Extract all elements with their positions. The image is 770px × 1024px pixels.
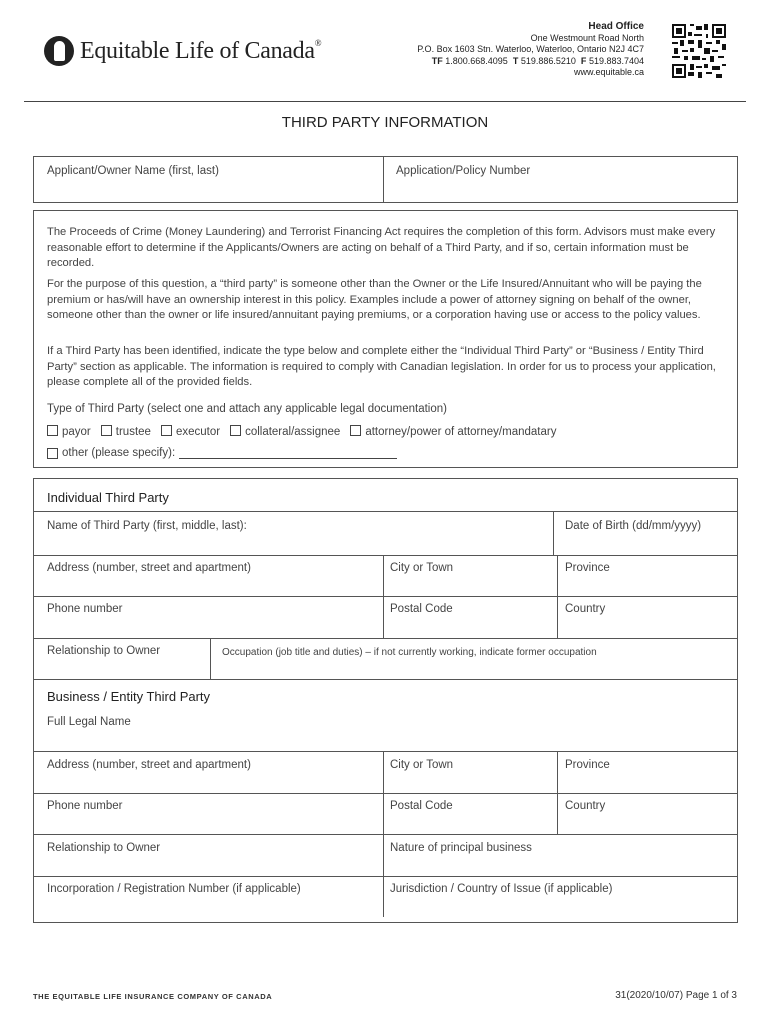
footer-company: THE EQUITABLE LIFE INSURANCE COMPANY OF CANADA	[33, 992, 273, 1001]
divider	[34, 834, 737, 835]
checkbox-icon[interactable]	[47, 448, 58, 459]
business-address-field[interactable]: Address (number, street and apartment)	[47, 759, 251, 771]
business-city-field[interactable]: City or Town	[390, 759, 454, 771]
individual-province-field[interactable]: Province	[565, 562, 610, 574]
business-nature-field[interactable]: Nature of principal business	[390, 842, 532, 854]
divider	[34, 793, 737, 794]
divider	[553, 511, 554, 555]
option-collateral-assignee[interactable]: collateral/assignee	[230, 425, 340, 438]
policy-number-field[interactable]: Application/Policy Number	[396, 165, 531, 177]
checkbox-icon[interactable]	[230, 425, 241, 436]
applicant-name-field[interactable]: Applicant/Owner Name (first, last)	[47, 165, 219, 177]
applicant-box	[33, 156, 738, 203]
third-party-type-options	[47, 425, 556, 438]
third-party-info-box	[33, 210, 738, 468]
divider	[210, 638, 211, 679]
individual-phone-field[interactable]: Phone number	[47, 603, 123, 615]
header-divider	[24, 101, 746, 102]
form-code: 31(2020/10/07)	[615, 990, 684, 1001]
option-attorney[interactable]: attorney/power of attorney/mandatary	[350, 425, 556, 438]
info-paragraph-1: The Proceeds of Crime (Money Laundering) and Terrorist Financing Act requires the completion of this form. Advisors must make every reasonable effort to determine if the Applicants/Owners are acting on behalf of a Third Party, and if so, certain information must be recorded.	[47, 226, 716, 269]
individual-dob-field[interactable]: Date of Birth (dd/mm/yyyy)	[565, 520, 702, 532]
office-heading: Head Office	[588, 21, 644, 32]
individual-postal-field[interactable]: Postal Code	[390, 603, 453, 615]
head-office-block	[417, 21, 644, 79]
divider	[34, 751, 737, 752]
office-address-2: P.O. Box 1603 Stn. Waterloo, Waterloo, Ontario N2J 4C7	[417, 44, 644, 54]
info-paragraph-2: For the purpose of this question, a “third party” is someone other than the Owner or the Life Insured/Annuitant who will be paying the premium or has/will have an ownership interest in this policy. Examples include a power of attorney signing on behalf of the owner, someone other than the owner or life insured/annuitant paying premiums, or a corporation having use or access to the policy values.	[47, 278, 702, 321]
checkbox-icon[interactable]	[47, 425, 58, 436]
option-other[interactable]: other (please specify):	[47, 447, 397, 459]
other-specify-input[interactable]	[179, 447, 397, 459]
footer-page-info	[615, 990, 737, 1001]
checkbox-icon[interactable]	[350, 425, 361, 436]
equitable-logo-icon	[44, 36, 74, 66]
option-executor[interactable]: executor	[161, 425, 220, 438]
checkbox-icon[interactable]	[161, 425, 172, 436]
business-legal-name-field[interactable]: Full Legal Name	[47, 716, 131, 728]
business-country-field[interactable]: Country	[565, 800, 606, 812]
individual-relationship-field[interactable]: Relationship to Owner	[47, 645, 161, 657]
checkbox-icon[interactable]	[101, 425, 112, 436]
company-logo	[44, 36, 321, 66]
individual-occupation-field[interactable]: Occupation (job title and duties) – if not currently working, indicate former occupation	[222, 647, 597, 658]
option-trustee[interactable]: trustee	[101, 425, 151, 438]
third-party-details-box	[33, 478, 738, 923]
divider	[34, 876, 737, 877]
business-incorporation-field[interactable]: Incorporation / Registration Number (if applicable)	[47, 883, 301, 895]
business-section-heading: Business / Entity Third Party	[47, 689, 211, 704]
divider	[34, 638, 737, 639]
business-jurisdiction-field[interactable]: Jurisdiction / Country of Issue (if applicable)	[390, 883, 613, 895]
individual-section-heading: Individual Third Party	[47, 490, 169, 505]
divider	[34, 596, 737, 597]
option-payor[interactable]: payor	[47, 425, 91, 438]
office-website: www.equitable.ca	[573, 67, 644, 77]
office-phones: TF 1.800.668.4095 T 519.886.5210 F 519.883.7404	[431, 55, 644, 66]
individual-city-field[interactable]: City or Town	[390, 562, 454, 574]
business-postal-field[interactable]: Postal Code	[390, 800, 453, 812]
page-number: Page 1 of 3	[685, 990, 737, 1001]
individual-country-field[interactable]: Country	[565, 603, 606, 615]
individual-address-field[interactable]: Address (number, street and apartment)	[47, 562, 251, 574]
third-party-type-label: Type of Third Party (select one and attach any applicable legal documentation)	[47, 403, 447, 415]
company-name: Equitable Life of Canada®	[80, 37, 322, 64]
info-paragraph-3: If a Third Party has been identified, indicate the type below and complete either the “Individual Third Party” or “Business / Entity Third Party” section as applicable. The information is required to comply with Canadian legislation. In order for us to process your application, please complete all of the provided fields.	[47, 345, 716, 388]
applicant-divider	[383, 157, 384, 202]
divider	[34, 511, 737, 512]
divider	[34, 555, 737, 556]
divider	[34, 679, 737, 680]
individual-name-field[interactable]: Name of Third Party (first, middle, last):	[47, 520, 247, 532]
page-title: THIRD PARTY INFORMATION	[281, 114, 489, 131]
qr-code-icon	[672, 24, 726, 78]
business-relationship-field[interactable]: Relationship to Owner	[47, 842, 161, 854]
business-phone-field[interactable]: Phone number	[47, 800, 123, 812]
office-address-1: One Westmount Road North	[530, 32, 644, 43]
business-province-field[interactable]: Province	[565, 759, 610, 771]
